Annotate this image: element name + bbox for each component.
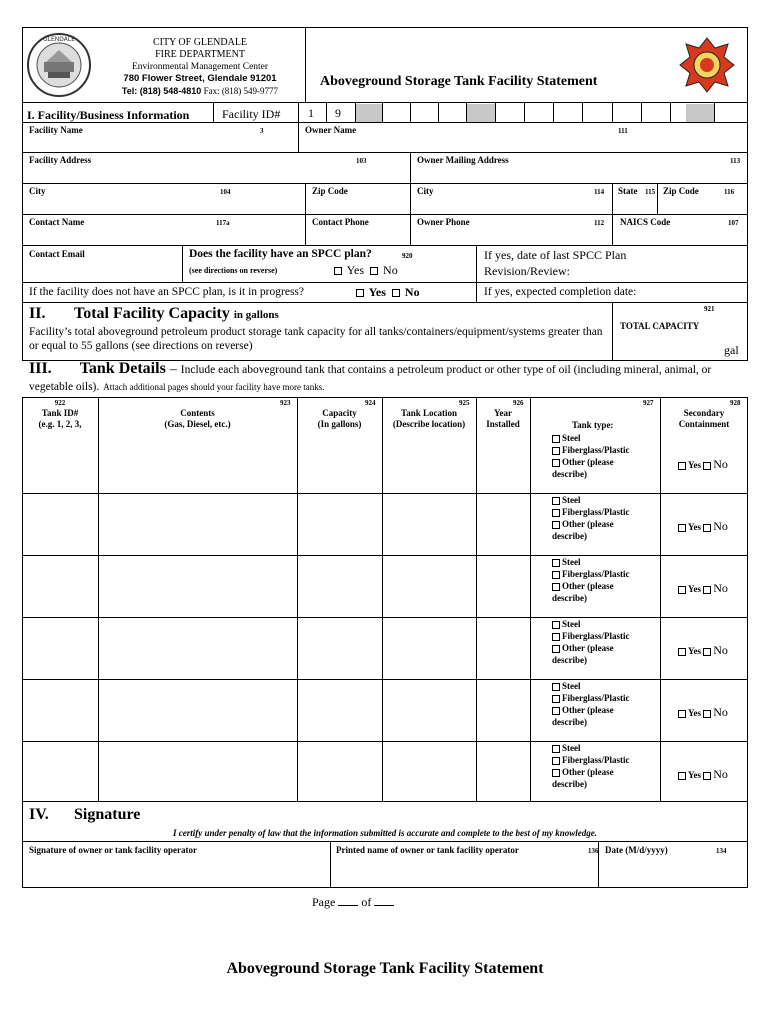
col-tank-id-sub: (e.g. 1, 2, 3,: [38, 419, 82, 429]
header-fax: Fax: (818) 549-9777: [203, 86, 279, 96]
spcc-no-checkbox[interactable]: [370, 267, 378, 275]
state-code: 115: [645, 188, 656, 196]
spcc-yes-label: Yes: [346, 263, 365, 277]
section4-num: IV.: [29, 806, 49, 823]
col-contents-label: Contents: [180, 408, 215, 418]
tank-row[interactable]: [552, 556, 630, 604]
owner-mailing-code: 113: [730, 157, 741, 165]
tank-type-steel-checkbox[interactable]: [552, 497, 560, 505]
page-counter: [312, 895, 394, 910]
progress-question: If the facility does not have an SPCC plan, is it in progress?: [29, 286, 304, 298]
containment-no-checkbox[interactable]: [703, 462, 711, 470]
tank-type-other-label: Other (please: [562, 519, 614, 529]
section2-num: II.: [29, 305, 46, 322]
tank-type-describe-label: describe): [552, 779, 587, 789]
of-label: of: [361, 895, 372, 909]
containment-yes-checkbox[interactable]: [678, 524, 686, 532]
tank-type-steel-checkbox[interactable]: [552, 745, 560, 753]
col-capacity-code: 924: [365, 399, 376, 407]
tank-type-fiberglass-label: Fiberglass/Plastic: [562, 569, 630, 579]
col-location-label: Tank Location: [401, 408, 457, 418]
svg-text:GLENDALE: GLENDALE: [42, 36, 76, 43]
containment-yes-label: Yes: [688, 770, 701, 780]
contact-phone-label: Contact Phone: [312, 217, 369, 227]
tank-row[interactable]: [552, 680, 630, 728]
printed-name-code: 136: [588, 847, 599, 855]
contact-email-label: Contact Email: [29, 249, 85, 259]
header-city: CITY OF GLENDALE: [152, 37, 248, 48]
progress-yes-checkbox[interactable]: [356, 289, 364, 297]
total-capacity-label: TOTAL CAPACITY: [620, 321, 700, 331]
tank-type-other-label: Other (please: [562, 581, 614, 591]
section1-heading: I. Facility/Business Information: [27, 108, 190, 122]
tank-type-steel-checkbox[interactable]: [552, 435, 560, 443]
facility-name-label: Facility Name: [29, 125, 83, 135]
tank-type-fiberglass-checkbox[interactable]: [552, 509, 560, 517]
spcc-date-label: If yes, date of last SPCC Plan Revision/Review:: [484, 248, 627, 278]
form-title: Aboveground Storage Tank Facility Statement: [320, 74, 598, 89]
tank-type-steel-checkbox[interactable]: [552, 559, 560, 567]
tank-type-fiberglass-checkbox[interactable]: [552, 571, 560, 579]
certify-text: I certify under penalty of law that the information submitted is accurate and complete to the best of my knowledge.: [173, 828, 597, 838]
tank-type-steel-label: Steel: [562, 681, 581, 691]
tank-type-fiberglass-label: Fiberglass/Plastic: [562, 693, 630, 703]
tank-type-other-label: Other (please: [562, 705, 614, 715]
tank-type-other-checkbox[interactable]: [552, 645, 560, 653]
tank-type-fiberglass-checkbox[interactable]: [552, 633, 560, 641]
tank-type-steel-label: Steel: [562, 619, 581, 629]
page-label: Page: [312, 895, 336, 909]
section2-text: Facility’s total aboveground petroleum product storage tank capacity for all tanks/containers/equipment/systems greater than or equal to 55 gallons (see directions on reverse): [29, 326, 603, 352]
tank-type-other-checkbox[interactable]: [552, 521, 560, 529]
printed-name-label: Printed name of owner or tank facility operator: [336, 845, 519, 855]
city-seal-logo: [26, 32, 92, 98]
section4-heading: Signature: [74, 806, 141, 823]
containment-no-label: No: [713, 705, 728, 719]
tank-type-fiberglass-label: Fiberglass/Plastic: [562, 445, 630, 455]
tank-row[interactable]: [552, 432, 630, 480]
tank-type-other-checkbox[interactable]: [552, 769, 560, 777]
tank-row[interactable]: [552, 494, 630, 542]
col-capacity-sub: (In gallons): [317, 419, 362, 429]
col-year-code: 926: [513, 399, 524, 407]
containment-yes-label: Yes: [688, 646, 701, 656]
facility-address-label: Facility Address: [29, 155, 92, 165]
section3-num: III.: [29, 360, 52, 377]
col-containment-sub: Containment: [678, 419, 730, 429]
owner-zip-label: Zip Code: [663, 186, 699, 196]
date-code: 134: [716, 847, 727, 855]
tank-type-steel-label: Steel: [562, 557, 581, 567]
naics-code: 107: [728, 219, 739, 227]
owner-mailing-label: Owner Mailing Address: [417, 155, 509, 165]
header-center: Environmental Management Center: [131, 62, 269, 72]
containment-no-checkbox[interactable]: [703, 710, 711, 718]
header-dept: FIRE DEPARTMENT: [155, 49, 245, 60]
spcc-question: Does the facility have an SPCC plan?: [189, 248, 372, 260]
col-location-sub: (Describe location): [392, 419, 466, 429]
tank-type-other-label: Other (please: [562, 767, 614, 777]
tank-type-fiberglass-label: Fiberglass/Plastic: [562, 507, 630, 517]
tank-type-fiberglass-label: Fiberglass/Plastic: [562, 631, 630, 641]
spcc-yes-checkbox[interactable]: [334, 267, 342, 275]
containment-yes-label: Yes: [688, 460, 701, 470]
section2-heading-suffix: in gallons: [233, 309, 279, 321]
fire-department-badge: [678, 36, 736, 94]
tank-type-describe-label: describe): [552, 469, 587, 479]
col-tank-type-code: 927: [643, 399, 654, 407]
section3-text: Include each aboveground tank that contains a petroleum product or other type of oil (including mineral, animal, or vegetable oils).: [29, 364, 712, 393]
containment-no-checkbox[interactable]: [703, 772, 711, 780]
tank-type-other-label: Other (please: [562, 457, 614, 467]
tank-type-fiberglass-checkbox[interactable]: [552, 757, 560, 765]
containment-yes-checkbox[interactable]: [678, 462, 686, 470]
owner-phone-label: Owner Phone: [417, 217, 470, 227]
contact-name-label: Contact Name: [29, 217, 85, 227]
facility-id-label: Facility ID#: [222, 107, 281, 121]
spcc-no-label: No: [383, 263, 398, 277]
progress-no-label: No: [404, 285, 420, 299]
facility-id-shaded-cell: [356, 104, 382, 123]
containment-no-label: No: [713, 643, 728, 657]
tank-type-other-label: Other (please: [562, 643, 614, 653]
footer-title: Aboveground Storage Tank Facility Statement: [226, 960, 544, 977]
col-year-sub: Installed: [486, 419, 520, 429]
containment-no-label: No: [713, 767, 728, 781]
containment-yes-label: Yes: [688, 708, 701, 718]
signature-label: Signature of owner or tank facility operator: [29, 845, 197, 855]
naics-label: NAICS Code: [620, 217, 671, 227]
tank-type-describe-label: describe): [552, 717, 587, 727]
city-label: City: [29, 186, 46, 196]
progress-yes-label: Yes: [368, 285, 386, 299]
containment-no-checkbox[interactable]: [703, 648, 711, 656]
facility-address-code: 103: [356, 157, 367, 165]
tank-row[interactable]: [552, 618, 630, 666]
owner-name-label: Owner Name: [305, 125, 357, 135]
tank-type-other-checkbox[interactable]: [552, 583, 560, 591]
containment-no-label: No: [713, 457, 728, 471]
containment-yes-checkbox[interactable]: [678, 772, 686, 780]
section3-dash: –: [169, 362, 177, 377]
tank-type-describe-label: describe): [552, 655, 587, 665]
containment-yes-label: Yes: [688, 584, 701, 594]
tank-type-steel-label: Steel: [562, 433, 581, 443]
containment-no-checkbox[interactable]: [703, 524, 711, 532]
tank-type-describe-label: describe): [552, 531, 587, 541]
city-code: 104: [220, 188, 231, 196]
containment-yes-checkbox[interactable]: [678, 586, 686, 594]
owner-zip-code: 116: [724, 188, 735, 196]
owner-name-code: 111: [618, 127, 628, 135]
facility-id-digit-2[interactable]: 9: [335, 106, 341, 120]
col-tank-id-code: 922: [54, 399, 66, 407]
facility-id-digit-1[interactable]: 1: [308, 106, 314, 120]
col-capacity-label: Capacity: [322, 408, 357, 418]
header-tel: Tel: (818) 548-4810: [121, 86, 202, 96]
completion-label: If yes, expected completion date:: [484, 286, 637, 298]
col-location-code: 925: [459, 399, 470, 407]
section3-note: Attach additional pages should your facility have more tanks.: [103, 382, 325, 392]
header-address: 780 Flower Street, Glendale 91201: [123, 73, 277, 84]
section3-heading: Tank Details: [79, 360, 166, 377]
owner-city-label: City: [417, 186, 434, 196]
tank-type-other-checkbox[interactable]: [552, 459, 560, 467]
tank-type-steel-label: Steel: [562, 495, 581, 505]
tank-type-fiberglass-checkbox[interactable]: [552, 695, 560, 703]
containment-yes-checkbox[interactable]: [678, 648, 686, 656]
containment-no-label: No: [713, 581, 728, 595]
capacity-code: 921: [704, 305, 715, 313]
spcc-note: (see directions on reverse): [189, 266, 278, 275]
tank-type-other-checkbox[interactable]: [552, 707, 560, 715]
tank-type-steel-checkbox[interactable]: [552, 683, 560, 691]
owner-city-code: 114: [594, 188, 605, 196]
zip-label: Zip Code: [312, 186, 348, 196]
col-contents-sub: (Gas, Diesel, etc.): [164, 419, 231, 429]
containment-no-checkbox[interactable]: [703, 586, 711, 594]
col-tank-id-label: Tank ID#: [41, 408, 79, 418]
tank-type-steel-checkbox[interactable]: [552, 621, 560, 629]
facility-id-shaded-cell: [467, 104, 495, 123]
state-label: State: [618, 186, 638, 196]
containment-no-label: No: [713, 519, 728, 533]
tank-type-describe-label: describe): [552, 593, 587, 603]
facility-name-code: 3: [260, 127, 264, 135]
owner-phone-code: 112: [594, 219, 605, 227]
contact-name-code: 117a: [216, 219, 230, 227]
containment-yes-checkbox[interactable]: [678, 710, 686, 718]
tank-type-steel-label: Steel: [562, 743, 581, 753]
progress-no-checkbox[interactable]: [392, 289, 400, 297]
tank-type-fiberglass-label: Fiberglass/Plastic: [562, 755, 630, 765]
section2-heading: Total Facility Capacity: [74, 305, 230, 322]
spcc-code: 920: [402, 252, 413, 260]
date-label: Date (M/d/yyyy): [605, 845, 668, 855]
capacity-unit[interactable]: gal: [724, 343, 739, 357]
col-contents-code: 923: [280, 399, 291, 407]
containment-yes-label: Yes: [688, 522, 701, 532]
col-containment-label: Secondary: [683, 408, 725, 418]
col-tank-type-label: Tank type:: [572, 420, 614, 430]
tank-row[interactable]: [552, 742, 630, 790]
tank-type-fiberglass-checkbox[interactable]: [552, 447, 560, 455]
facility-id-shaded-cell: [686, 104, 714, 123]
col-containment-code: 928: [730, 399, 741, 407]
col-year-label: Year: [494, 408, 512, 418]
